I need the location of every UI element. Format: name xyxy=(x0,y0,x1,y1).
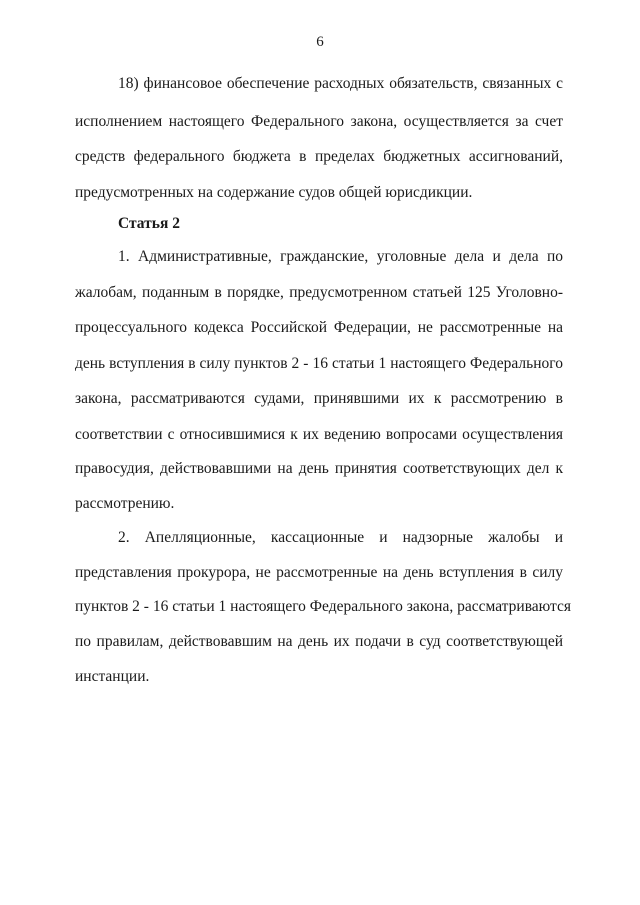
article-heading: Статья 2 xyxy=(118,215,180,232)
text-line: 18) финансовое обеспечение расходных обязательств, связанных с xyxy=(118,75,563,92)
text-line: средств федерального бюджета в пределах бюджетных ассигнований, xyxy=(75,148,563,165)
text-line: соответствии с относившимися к их ведению вопросами осуществления xyxy=(75,426,563,443)
text-line: рассмотрению. xyxy=(75,495,175,512)
text-line: пунктов 2 - 16 статьи 1 настоящего Федерального закона, рассматриваются xyxy=(75,598,572,615)
text-line: исполнением настоящего Федерального закона, осуществляется за счет xyxy=(75,113,563,130)
text-line: представления прокурора, не рассмотренные на день вступления в силу xyxy=(75,564,563,581)
text-line: жалобам, поданным в порядке, предусмотренном статьей 125 Уголовно- xyxy=(75,284,563,301)
text-line: по правилам, действовавшим на день их подачи в суд соответствующей xyxy=(75,633,563,650)
text-line: инстанции. xyxy=(75,668,150,685)
text-line: 2. Апелляционные, кассационные и надзорные жалобы и xyxy=(118,529,563,546)
text-line: день вступления в силу пунктов 2 - 16 статьи 1 настоящего Федерального xyxy=(75,355,563,372)
text-line: предусмотренных на содержание судов общей юрисдикции. xyxy=(75,184,473,201)
text-line: 1. Административные, гражданские, уголовные дела и дела по xyxy=(118,248,563,265)
text-line: закона, рассматриваются судами, принявшими их к рассмотрению в xyxy=(75,390,563,407)
text-line: процессуального кодекса Российской Федерации, не рассмотренные на xyxy=(75,319,563,336)
text-line: правосудия, действовавшими на день принятия соответствующих дел к xyxy=(75,460,563,477)
page-number: 6 xyxy=(316,34,324,50)
